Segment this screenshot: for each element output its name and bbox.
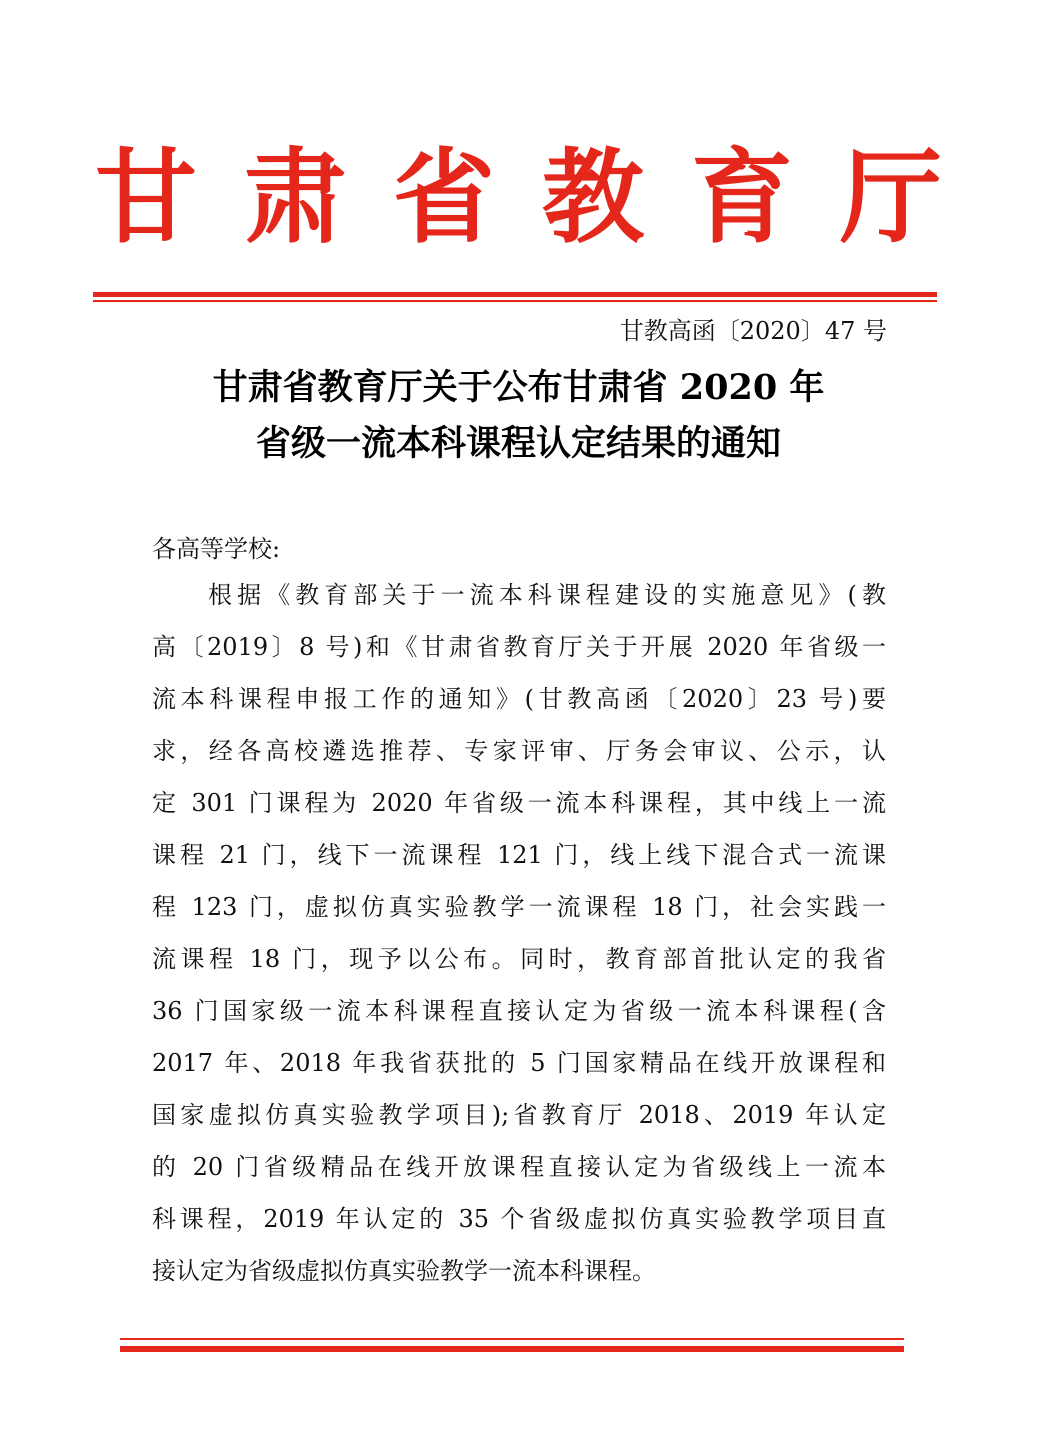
body-line: 流课程 18 门，现予以公布。同时，教育部首批认定的我省 (152, 945, 886, 973)
masthead-char: 肃 (244, 138, 346, 258)
title-line-2: 省级一流本科课程认定结果的通知 (255, 423, 781, 464)
masthead-char: 省 (393, 138, 495, 258)
body-line: 根据《教育部关于一流本科课程建设的实施意见》(教 (208, 581, 886, 609)
body-line: 36 门国家级一流本科课程直接认定为省级一流本科课程(含 (152, 997, 886, 1025)
masthead-char: 厅 (840, 138, 942, 258)
body-line: 求，经各高校遴选推荐、专家评审、厅务会审议、公示，认 (152, 737, 886, 765)
title-line-1: 甘肃省教育厅关于公布甘肃省 2020 年 (212, 367, 825, 408)
body-line: 的 20 门省级精品在线开放课程直接认定为省级线上一流本 (152, 1153, 886, 1181)
body-line: 国家虚拟仿真实验教学项目);省教育厅 2018、2019 年认定 (152, 1101, 886, 1129)
document-title (0, 360, 1037, 472)
masthead-char: 育 (691, 138, 793, 258)
footer-rule-thick (120, 1346, 904, 1352)
body-line: 科课程，2019 年认定的 35 个省级虚拟仿真实验教学项目直 (152, 1205, 886, 1233)
body-line: 接认定为省级虚拟仿真实验教学一流本科课程。 (152, 1257, 656, 1285)
masthead-char: 甘 (95, 138, 197, 258)
body-line: 2017 年、2018 年我省获批的 5 门国家精品在线开放课程和 (152, 1049, 886, 1077)
issuer-masthead (95, 138, 942, 258)
header-rule-thin (93, 300, 937, 302)
document-number: 甘教高函〔2020〕47 号 (619, 317, 887, 345)
body-line: 程 123 门，虚拟仿真实验教学一流课程 18 门，社会实践一 (152, 893, 886, 921)
header-rule-thick (93, 292, 937, 297)
body-line: 流本科课程申报工作的通知》(甘教高函〔2020〕23 号)要 (152, 685, 886, 713)
masthead-char: 教 (542, 138, 644, 258)
body-line: 定 301 门课程为 2020 年省级一流本科课程，其中线上一流 (152, 789, 886, 817)
footer-rule-thin (120, 1338, 904, 1340)
body-line: 课程 21 门，线下一流课程 121 门，线上线下混合式一流课 (152, 841, 886, 869)
body-line: 高〔2019〕8 号)和《甘肃省教育厅关于开展 2020 年省级一 (152, 633, 886, 661)
salutation: 各高等学校: (152, 535, 281, 563)
